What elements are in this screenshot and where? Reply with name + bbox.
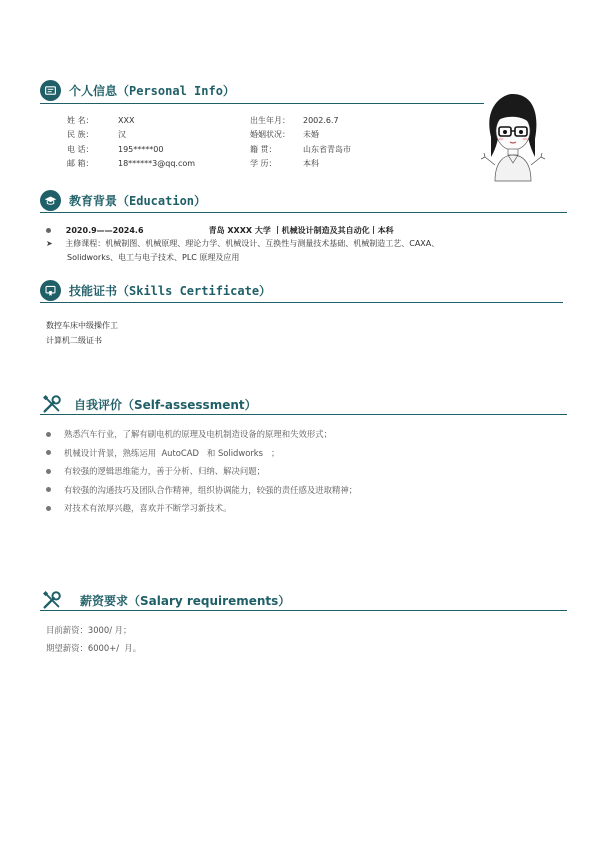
bullet-icon [46,432,51,437]
tools-icon [40,392,64,416]
expected-salary: 期望薪资：6000+/ 月。 [46,643,142,653]
personal-info-heading [40,80,235,101]
list-item: 有较强的逻辑思维能力，善于分析、归纳、解决问题； [46,462,357,481]
bullet-icon [46,469,51,474]
info-row-marital: 婚姻状况： 未婚 [250,130,319,140]
self-assessment-heading [40,392,257,416]
skills-heading [40,280,271,301]
certificate-icon [40,280,61,301]
graduation-cap-icon [40,190,61,211]
salary-rule [40,610,567,611]
education-courses-line2: Solidworks、电工与电子技术、PLC 原理及应用 [67,253,240,262]
education-date-row [46,225,394,236]
info-row-email: 邮 箱： 18******3@qq.com [67,158,196,168]
list-item: 熟悉汽车行业，了解有刷电机的原理及电机制造设备的原理和失效形式； [46,425,357,444]
bullet-icon [46,450,51,455]
education-date: 2020.9——2024.6 [65,226,144,235]
info-row-birth: 出生年月： 2002.6.7 [250,116,339,125]
tools-icon [40,588,64,612]
info-row-ethnicity: 民 族： 汉 [67,130,126,140]
education-bullet [46,228,51,233]
list-item: 机械设计背景，熟练运用 AutoCAD 和 Solidworks ； [46,444,357,463]
bullet-icon [46,487,51,492]
education-heading [40,190,206,211]
info-row-name: 姓 名： XXX [67,116,135,125]
personal-info-rule [40,103,484,104]
salary-heading [40,588,290,612]
info-row-phone: 电 话： 195*****00 [67,144,164,154]
education-school: 青岛 XXXX 大学 丨机械设计制造及其自动化丨本科 [208,226,394,235]
education-courses-row [46,238,439,249]
education-rule [40,212,567,213]
skill-item: 数控车床中级操作工 [46,321,118,330]
self-assessment-title: 自我评价（Self-assessment） [74,397,257,412]
personal-info-left [67,114,195,171]
skill-item: 计算机二级证书 [46,336,102,345]
education-courses-row-2 [67,252,239,263]
id-card-icon [40,80,61,101]
education-courses-line1: 主修课程：机械制图、机械原理、理论力学、机械设计、互换性与测量技术基础、机械制造工艺、CAXA、 [65,239,440,248]
personal-info-right [250,114,351,171]
salary-title: 薪资要求（Salary requirements） [80,593,291,608]
bullet-icon [46,506,51,511]
current-salary: 目前薪资：3000/ 月； [46,625,132,635]
skills-title: 技能证书（Skills Certificate） [69,284,272,298]
self-assessment-rule [40,414,567,415]
list-item: 有较强的沟通技巧及团队合作精神，组织协调能力，较强的责任感及进取精神； [46,481,357,500]
arrow-right-icon: ➤ [46,239,53,248]
info-row-hometown: 籍 贯： 山东省青岛市 [250,144,351,154]
education-title: 教育背景（Education） [69,194,207,208]
personal-info-title: 个人信息（Personal Info） [69,84,235,98]
self-assessment-list [46,425,357,518]
info-row-degree: 学 历： 本科 [250,158,319,168]
skills-rule [40,302,563,303]
list-item: 对技术有浓厚兴趣，喜欢并不断学习新技术。 [46,499,357,518]
avatar [477,85,547,185]
